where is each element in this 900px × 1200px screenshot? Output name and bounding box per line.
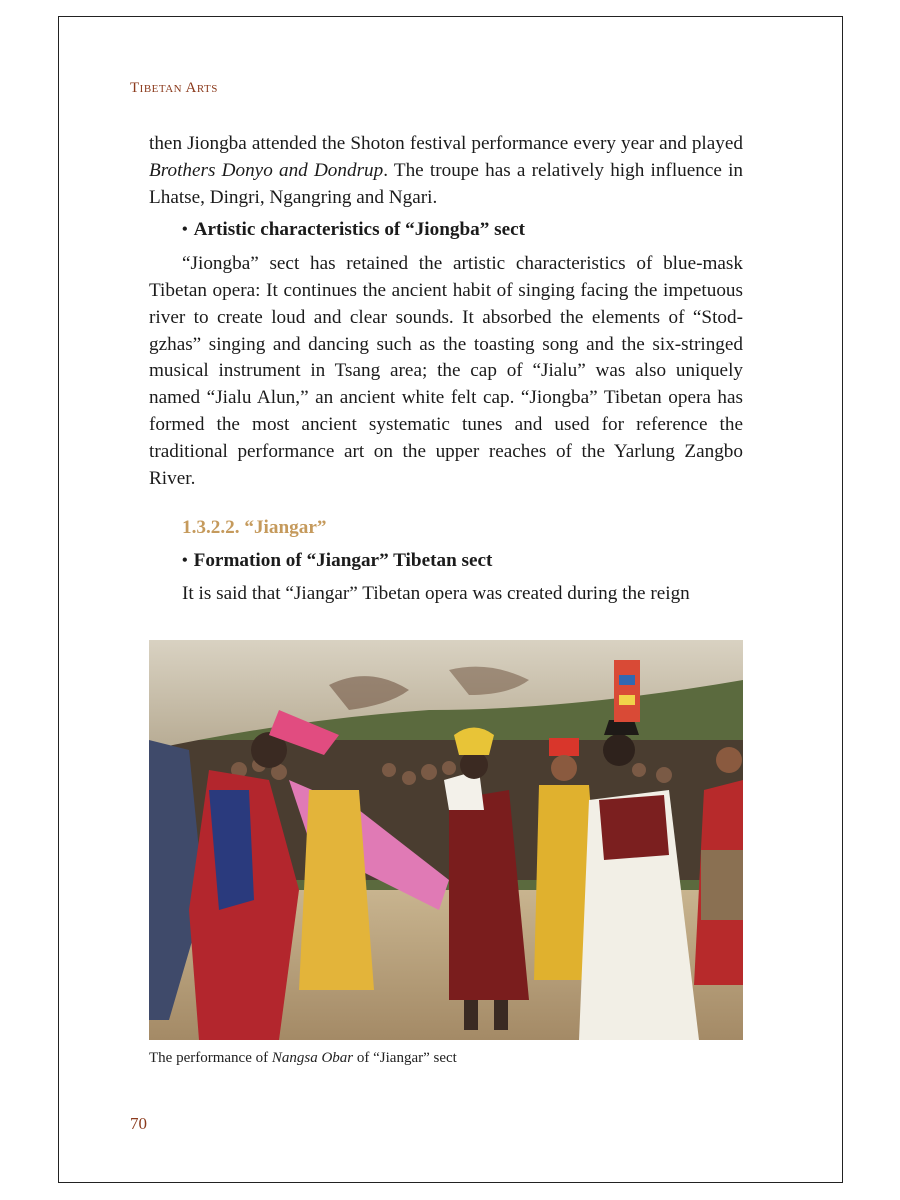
performance-photo [149, 640, 743, 1040]
paragraph-1-text: then Jiongba attended the Shoton festival performance every year and played [149, 133, 743, 154]
bullet-icon: • [182, 221, 188, 239]
bullet-heading-formation [149, 548, 743, 576]
page-number: 70 [130, 1114, 147, 1133]
caption-text: The performance of [149, 1050, 272, 1066]
paragraph-3: It is said that “Jiangar” Tibetan opera was created during the reign [182, 582, 690, 604]
figure-caption [149, 1050, 457, 1067]
section-heading: 1.3.2.2. “Jiangar” [182, 517, 327, 538]
paragraph-2: “Jiongba” sect has retained the artistic characteristics of blue-mask Tibetan opera: It continues the ancient habit of singing facing the impetuous river to create loud and clear sounds. It absorbed the elements of “Stod-gzhas” singing and dancing such as the toasting song and the six-stringed musical instrument in Tsang area; the cap of “Jialu” was also uniquely named “Jialu Alun,” an ancient white felt cap. “Jiongba” Tibetan opera has formed the most ancient systematic tunes and used for reference the traditional performance art on the upper reaches of the Yarlung Zangbo River. [149, 253, 743, 489]
running-head: Tibetan Arts [130, 80, 218, 96]
bullet-heading-text: Formation of “Jiangar” Tibetan sect [193, 550, 493, 571]
caption-title: Nangsa Obar [271, 1050, 354, 1066]
caption-end: of “Jiangar” sect [353, 1050, 457, 1066]
paragraph-1 [149, 131, 743, 211]
body-text-lower [149, 548, 743, 608]
bullet-icon: • [182, 552, 188, 569]
bullet-heading-artistic [149, 217, 743, 245]
bullet-heading-text: Artistic characteristics of “Jiongba” sect [193, 219, 526, 241]
body-text-upper [149, 131, 743, 492]
paragraph-1-end: . The troupe has a relatively high influence in Lhatse, Dingri, Ngangring and Ngari. [149, 159, 743, 208]
play-title: Brothers Donyo and Dondrup [149, 159, 384, 181]
